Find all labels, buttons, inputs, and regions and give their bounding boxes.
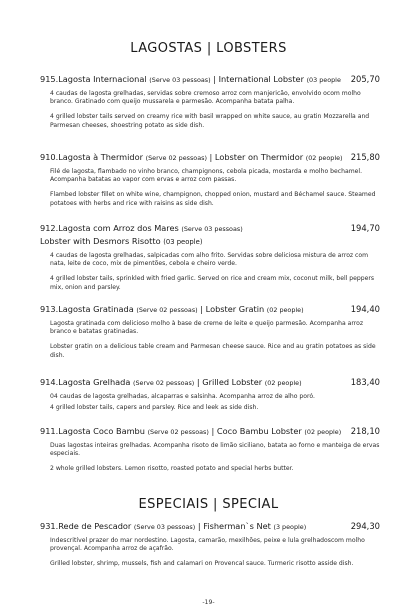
item-description-en: Grilled lobster, shrimp, mussels, fish and calamari on Provencal sauce. Turmeric risotto asside dish. xyxy=(50,560,354,568)
item-header xyxy=(40,74,380,84)
item-name: 910.Lagosta à Thermidor (Serve 02 pessoas) | Lobster on Thermidor (02 people) xyxy=(40,152,343,162)
item-description-pt: 4 caudas de lagosta grelhadas, salpicadas com alho frito. Servidas sobre deliciosa mistura de arroz com nata, leite de coco, mix de pimentões, cebola e cheiro verde. xyxy=(50,252,369,268)
item-name-en: Lobster with Desmors Risotto (03 people) xyxy=(40,236,203,246)
item-price: 294,30 xyxy=(350,521,380,531)
menu-item-931 xyxy=(40,521,380,569)
item-description-en: Flambed lobster fillet on white wine, champignon, chopped onion, mustard and Béchamel sauce. Steamed potatoes with herbs and rice with raisins as side dish. xyxy=(50,191,376,207)
item-description-pt: 04 caudas de lagosta grelhadas, alcaparras e salsinha. Acompanha arroz de alho poró. xyxy=(50,393,315,400)
item-description-en: 4 grilled lobster tails, sprinkled with fried garlic. Served on rice and cream mix, coconut milk, bell peppers mix, onion and parsley. xyxy=(50,275,375,291)
menu-item-912 xyxy=(40,223,380,292)
item-name: 914.Lagosta Grelhada (Serve 02 pessoas) | Grilled Lobster (02 people) xyxy=(40,377,302,387)
item-description-en: 2 whole grilled lobsters. Lemon risotto, roasted potato and special herbs butter. xyxy=(50,465,294,473)
menu-item-913 xyxy=(40,304,380,360)
menu-item-915 xyxy=(40,74,380,130)
item-name: 915.Lagosta Internacional (Serve 03 pessoas) | International Lobster (03 people xyxy=(40,74,341,84)
item-header xyxy=(40,377,380,387)
item-price: 218,10 xyxy=(350,426,380,436)
item-description-en: 4 grilled lobster tails, capers and parsley. Rice and leek as side dish. xyxy=(50,404,259,412)
item-header xyxy=(40,521,380,531)
item-description-pt: Duas lagostas inteiras grelhadas. Acompanha risoto de limão siciliano, batata ao forno e manteiga de ervas especiais. xyxy=(50,442,380,458)
page-number: -19- xyxy=(202,599,215,606)
item-description-en: Lobster gratin on a delicious table cream and Parmesan cheese sauce. Rice and au gratin potatoes as side dish. xyxy=(50,343,376,359)
item-price: 194,40 xyxy=(350,304,380,314)
item-description-pt: Indescritível prazer do mar nordestino. Lagosta, camarão, mexilhões, peixe e lula grelhadoscom molho provençal. Acompanha arroz de açafrão. xyxy=(50,537,365,553)
menu-item-910 xyxy=(40,152,380,208)
item-name: 931.Rede de Pescador (Serve 03 pessoas) | Fisherman`s Net (3 people) xyxy=(40,521,307,531)
item-header xyxy=(40,304,380,314)
section-title-lobsters: LAGOSTAS | LOBSTERS xyxy=(130,41,287,56)
item-header xyxy=(40,223,380,233)
item-description-pt: Lagosta gratinada com delicioso molho à base de creme de leite e queijo parmesão. Acompanha arroz branco e batatas gratinadas. xyxy=(50,320,364,336)
item-name: 912.Lagosta com Arroz dos Mares (Serve 03 pessoas) xyxy=(40,223,243,233)
item-price: 194,70 xyxy=(350,223,380,233)
item-header xyxy=(40,426,380,436)
item-price: 215,80 xyxy=(350,152,380,162)
item-name: 911.Lagosta Coco Bambu (Serve 02 pessoas) | Coco Bambu Lobster (02 people) xyxy=(40,426,342,436)
item-name: 913.Lagosta Gratinada (Serve 02 pessoas) | Lobster Gratin (02 people) xyxy=(40,304,304,314)
item-description-en: 4 grilled lobster tails served on creamy rice with basil wrapped on white sauce, au gratin Mozzarella and Parmesan cheeses, shoestring potato as side dish. xyxy=(50,113,370,129)
item-description-pt: Filé de lagosta, flambado no vinho branco, champignons, cebola picada, mostarda e molho bechamel. Acompanha batatas ao vapor com ervas e arroz com passas. xyxy=(50,168,363,184)
menu-item-911 xyxy=(40,426,380,474)
item-price: 205,70 xyxy=(350,74,380,84)
item-header xyxy=(40,152,380,162)
item-price: 183,40 xyxy=(350,377,380,387)
item-description-pt: 4 caudas de lagosta grelhadas, servidas sobre cremoso arroz com manjericão, envolvido ocom molho branco. Gratinado com queijo mussarela e parmesão. Acompanha batata palha. xyxy=(50,90,361,106)
menu-item-914 xyxy=(40,377,380,412)
section-title-special: ESPECIAIS | SPECIAL xyxy=(138,497,279,512)
